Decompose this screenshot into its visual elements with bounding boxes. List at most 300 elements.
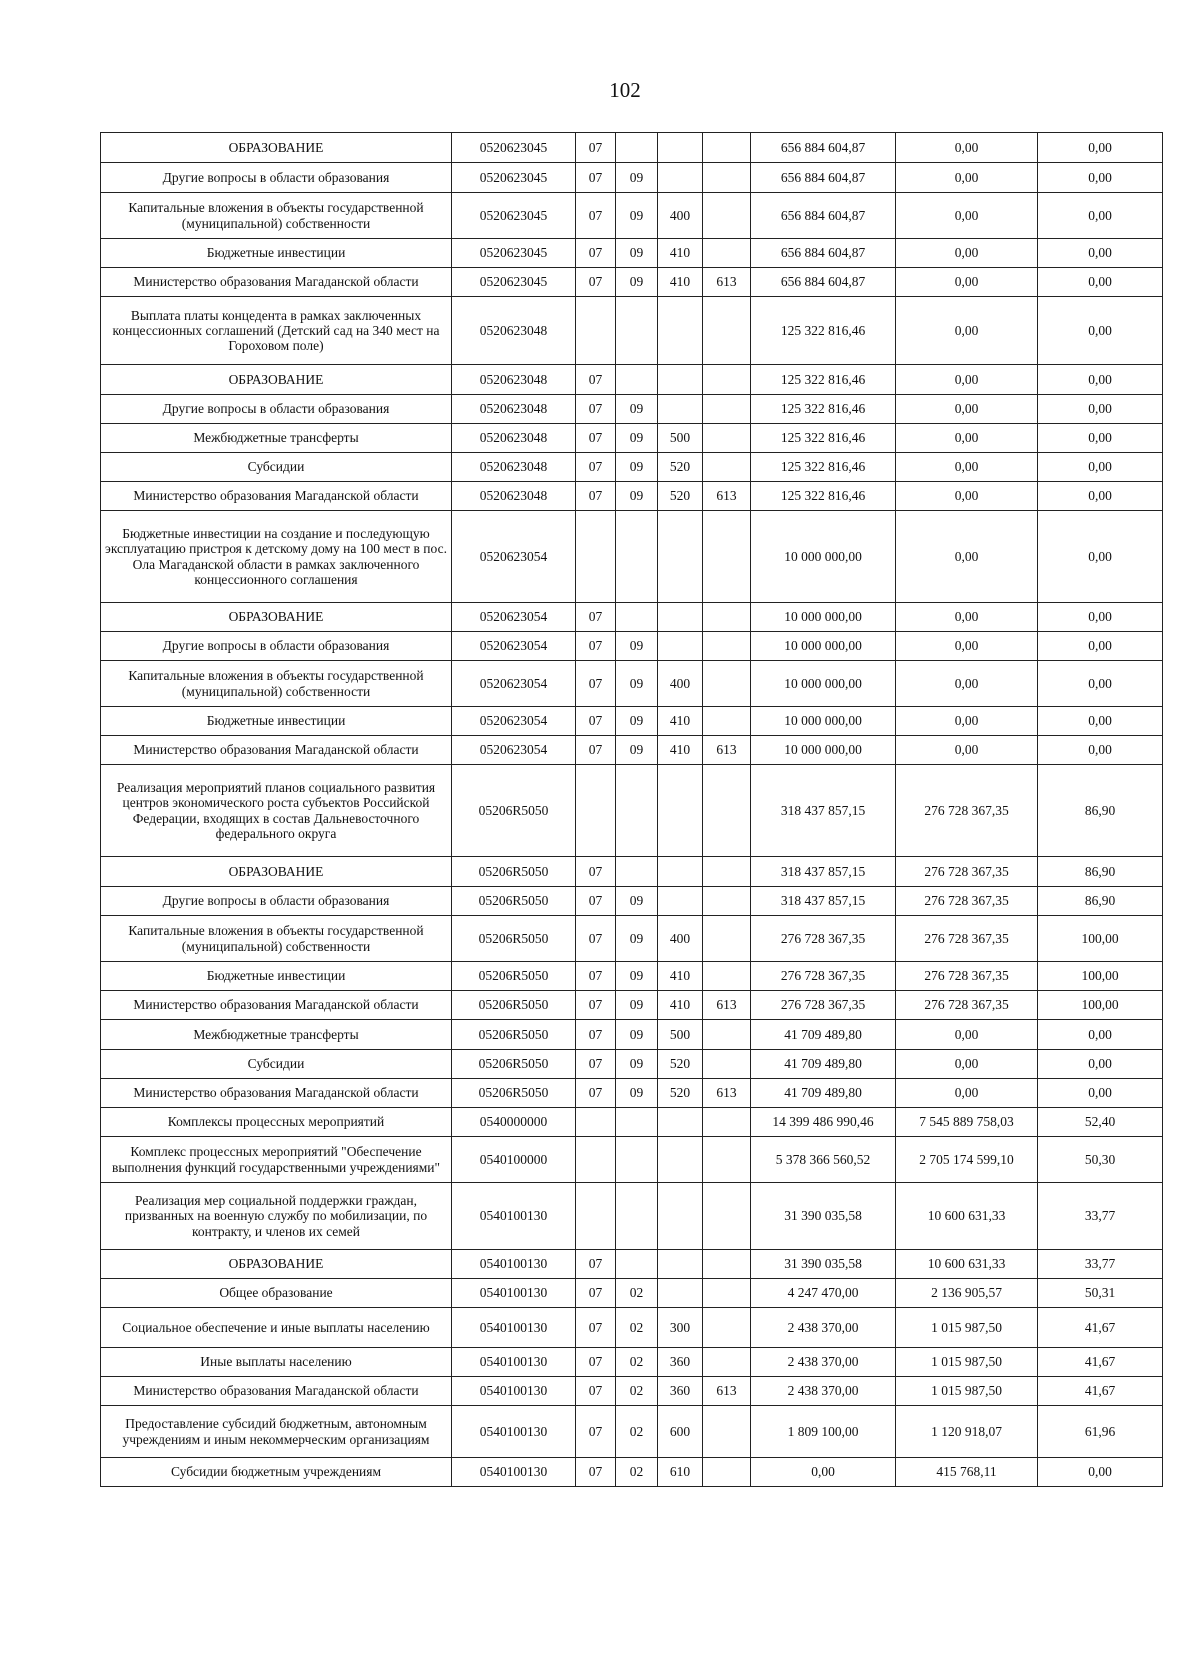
table-row [101, 1079, 1163, 1108]
row-name: Субсидии бюджетным учреждениям [101, 1458, 452, 1487]
row-code: 0540100130 [452, 1348, 576, 1377]
row-percent: 0,00 [1038, 453, 1163, 482]
row-name: Иные выплаты населению [101, 1348, 452, 1377]
row-percent: 100,00 [1038, 991, 1163, 1020]
row-name: Министерство образования Магаданской области [101, 991, 452, 1020]
row-vr: 360 [658, 1348, 703, 1377]
row-plan: 31 390 035,58 [751, 1250, 896, 1279]
row-fact: 1 015 987,50 [896, 1377, 1038, 1406]
row-grbs [703, 603, 751, 632]
row-percent: 0,00 [1038, 1020, 1163, 1050]
row-section: 07 [576, 1406, 616, 1458]
row-fact: 276 728 367,35 [896, 916, 1038, 962]
row-subsection [616, 765, 658, 857]
row-name: ОБРАЗОВАНИЕ [101, 603, 452, 632]
table-row [101, 395, 1163, 424]
table-row [101, 603, 1163, 632]
row-subsection [616, 297, 658, 365]
row-vr: 500 [658, 424, 703, 453]
row-plan: 10 000 000,00 [751, 511, 896, 603]
row-subsection: 09 [616, 239, 658, 268]
row-name: Министерство образования Магаданской области [101, 736, 452, 765]
row-fact: 276 728 367,35 [896, 857, 1038, 887]
row-name: Капитальные вложения в объекты государственной (муниципальной) собственности [101, 916, 452, 962]
row-section [576, 1108, 616, 1137]
row-name: Министерство образования Магаданской области [101, 268, 452, 297]
row-grbs: 613 [703, 268, 751, 297]
row-plan: 125 322 816,46 [751, 424, 896, 453]
row-fact: 0,00 [896, 1079, 1038, 1108]
row-plan: 125 322 816,46 [751, 482, 896, 511]
row-plan: 125 322 816,46 [751, 297, 896, 365]
row-section [576, 1183, 616, 1250]
row-percent: 61,96 [1038, 1406, 1163, 1458]
row-grbs [703, 765, 751, 857]
row-plan: 10 000 000,00 [751, 707, 896, 736]
row-percent: 0,00 [1038, 239, 1163, 268]
row-vr [658, 1137, 703, 1183]
row-vr [658, 163, 703, 193]
row-plan: 41 709 489,80 [751, 1020, 896, 1050]
table-row [101, 511, 1163, 603]
row-fact: 10 600 631,33 [896, 1183, 1038, 1250]
table-row [101, 163, 1163, 193]
row-name: ОБРАЗОВАНИЕ [101, 1250, 452, 1279]
table-row [101, 1137, 1163, 1183]
table-row [101, 268, 1163, 297]
row-code: 0520623048 [452, 453, 576, 482]
row-subsection: 09 [616, 268, 658, 297]
row-section: 07 [576, 916, 616, 962]
row-vr [658, 1279, 703, 1308]
row-subsection: 09 [616, 395, 658, 424]
table-row [101, 1183, 1163, 1250]
row-section: 07 [576, 1050, 616, 1079]
row-grbs [703, 453, 751, 482]
row-plan: 41 709 489,80 [751, 1079, 896, 1108]
table-row [101, 765, 1163, 857]
row-percent: 41,67 [1038, 1348, 1163, 1377]
row-grbs [703, 1183, 751, 1250]
row-grbs [703, 661, 751, 707]
row-subsection: 09 [616, 661, 658, 707]
row-grbs [703, 1348, 751, 1377]
table-row [101, 707, 1163, 736]
row-subsection: 09 [616, 887, 658, 916]
row-percent: 0,00 [1038, 163, 1163, 193]
row-name: ОБРАЗОВАНИЕ [101, 365, 452, 395]
row-name: Межбюджетные трансферты [101, 1020, 452, 1050]
row-percent: 0,00 [1038, 395, 1163, 424]
row-code: 0520623045 [452, 133, 576, 163]
row-section [576, 511, 616, 603]
row-name: ОБРАЗОВАНИЕ [101, 857, 452, 887]
row-section: 07 [576, 1020, 616, 1050]
row-percent: 86,90 [1038, 857, 1163, 887]
row-plan: 656 884 604,87 [751, 193, 896, 239]
row-name: Предоставление субсидий бюджетным, автономным учреждениям и иным некоммерческим организациям [101, 1406, 452, 1458]
row-percent: 0,00 [1038, 133, 1163, 163]
row-code: 05206R5050 [452, 962, 576, 991]
row-percent: 41,67 [1038, 1377, 1163, 1406]
row-plan: 14 399 486 990,46 [751, 1108, 896, 1137]
row-subsection: 02 [616, 1406, 658, 1458]
row-name: Министерство образования Магаданской области [101, 1377, 452, 1406]
row-subsection [616, 365, 658, 395]
row-fact: 0,00 [896, 603, 1038, 632]
row-fact: 0,00 [896, 482, 1038, 511]
row-section: 07 [576, 239, 616, 268]
table-row [101, 365, 1163, 395]
row-fact: 0,00 [896, 239, 1038, 268]
row-code: 0540100130 [452, 1377, 576, 1406]
row-subsection [616, 1183, 658, 1250]
row-vr [658, 1183, 703, 1250]
row-plan: 276 728 367,35 [751, 991, 896, 1020]
row-fact: 0,00 [896, 511, 1038, 603]
row-plan: 276 728 367,35 [751, 916, 896, 962]
row-plan: 2 438 370,00 [751, 1348, 896, 1377]
row-grbs [703, 1279, 751, 1308]
row-section: 07 [576, 365, 616, 395]
row-grbs [703, 707, 751, 736]
row-name: Другие вопросы в области образования [101, 163, 452, 193]
row-code: 05206R5050 [452, 887, 576, 916]
row-section: 07 [576, 1348, 616, 1377]
row-subsection [616, 1250, 658, 1279]
row-section: 07 [576, 1377, 616, 1406]
row-vr: 610 [658, 1458, 703, 1487]
row-code: 05206R5050 [452, 857, 576, 887]
row-fact: 0,00 [896, 133, 1038, 163]
row-code: 0520623048 [452, 297, 576, 365]
row-subsection: 09 [616, 1079, 658, 1108]
row-code: 0520623054 [452, 603, 576, 632]
row-code: 0520623045 [452, 163, 576, 193]
row-section [576, 297, 616, 365]
row-grbs [703, 297, 751, 365]
row-vr: 400 [658, 193, 703, 239]
row-plan: 656 884 604,87 [751, 163, 896, 193]
row-name: Субсидии [101, 1050, 452, 1079]
row-fact: 0,00 [896, 268, 1038, 297]
row-code: 0540100130 [452, 1308, 576, 1348]
row-grbs [703, 1020, 751, 1050]
row-name: Выплата платы концедента в рамках заключенных концессионных соглашений (Детский сад на 340 мест на Гороховом поле) [101, 297, 452, 365]
row-plan: 5 378 366 560,52 [751, 1137, 896, 1183]
row-vr: 410 [658, 268, 703, 297]
row-percent: 0,00 [1038, 297, 1163, 365]
row-section: 07 [576, 1279, 616, 1308]
row-vr: 410 [658, 239, 703, 268]
row-name: Другие вопросы в области образования [101, 887, 452, 916]
row-code: 0540100130 [452, 1406, 576, 1458]
row-subsection: 09 [616, 707, 658, 736]
row-percent: 0,00 [1038, 424, 1163, 453]
row-section: 07 [576, 1250, 616, 1279]
row-percent: 0,00 [1038, 511, 1163, 603]
row-percent: 0,00 [1038, 1050, 1163, 1079]
row-fact: 2 136 905,57 [896, 1279, 1038, 1308]
table-row [101, 1279, 1163, 1308]
row-subsection: 09 [616, 193, 658, 239]
row-grbs [703, 1406, 751, 1458]
row-section: 07 [576, 1079, 616, 1108]
row-vr: 360 [658, 1377, 703, 1406]
row-code: 0520623054 [452, 707, 576, 736]
row-fact: 0,00 [896, 395, 1038, 424]
row-subsection: 09 [616, 1020, 658, 1050]
row-subsection: 09 [616, 482, 658, 511]
row-vr [658, 133, 703, 163]
row-grbs [703, 133, 751, 163]
row-plan: 656 884 604,87 [751, 239, 896, 268]
row-section [576, 765, 616, 857]
table-row [101, 482, 1163, 511]
row-vr [658, 1250, 703, 1279]
row-subsection: 02 [616, 1308, 658, 1348]
row-plan: 318 437 857,15 [751, 887, 896, 916]
row-subsection: 09 [616, 916, 658, 962]
row-grbs [703, 193, 751, 239]
row-percent: 0,00 [1038, 661, 1163, 707]
row-percent: 0,00 [1038, 603, 1163, 632]
row-name: Субсидии [101, 453, 452, 482]
row-subsection: 09 [616, 163, 658, 193]
row-section: 07 [576, 962, 616, 991]
row-fact: 7 545 889 758,03 [896, 1108, 1038, 1137]
row-grbs [703, 887, 751, 916]
row-subsection: 09 [616, 991, 658, 1020]
row-subsection [616, 1108, 658, 1137]
table-row [101, 632, 1163, 661]
table-row [101, 962, 1163, 991]
row-section: 07 [576, 133, 616, 163]
row-plan: 125 322 816,46 [751, 365, 896, 395]
row-code: 0540100130 [452, 1183, 576, 1250]
row-fact: 2 705 174 599,10 [896, 1137, 1038, 1183]
row-plan: 125 322 816,46 [751, 395, 896, 424]
table-row [101, 857, 1163, 887]
row-name: Другие вопросы в области образования [101, 632, 452, 661]
row-name: Комплексы процессных мероприятий [101, 1108, 452, 1137]
row-code: 0520623054 [452, 661, 576, 707]
row-name: Комплекс процессных мероприятий "Обеспечение выполнения функций государственными учреждениями" [101, 1137, 452, 1183]
row-plan: 0,00 [751, 1458, 896, 1487]
row-vr [658, 511, 703, 603]
budget-table [100, 132, 1163, 1487]
table-row [101, 661, 1163, 707]
row-subsection: 02 [616, 1458, 658, 1487]
row-percent: 86,90 [1038, 765, 1163, 857]
row-grbs [703, 1308, 751, 1348]
row-subsection: 09 [616, 962, 658, 991]
row-percent: 100,00 [1038, 962, 1163, 991]
row-grbs: 613 [703, 736, 751, 765]
row-grbs [703, 1137, 751, 1183]
table-row [101, 1308, 1163, 1348]
row-name: Межбюджетные трансферты [101, 424, 452, 453]
row-fact: 0,00 [896, 707, 1038, 736]
row-subsection: 09 [616, 632, 658, 661]
row-section: 07 [576, 887, 616, 916]
row-vr: 300 [658, 1308, 703, 1348]
row-subsection: 02 [616, 1348, 658, 1377]
row-code: 0520623045 [452, 268, 576, 297]
row-grbs [703, 962, 751, 991]
row-code: 0520623054 [452, 736, 576, 765]
row-grbs [703, 1050, 751, 1079]
row-section: 07 [576, 603, 616, 632]
row-section: 07 [576, 632, 616, 661]
table-row [101, 1050, 1163, 1079]
table-row [101, 453, 1163, 482]
row-name: Капитальные вложения в объекты государственной (муниципальной) собственности [101, 193, 452, 239]
row-section: 07 [576, 395, 616, 424]
page-number: 102 [609, 78, 641, 102]
row-percent: 0,00 [1038, 193, 1163, 239]
row-percent: 33,77 [1038, 1250, 1163, 1279]
row-grbs [703, 424, 751, 453]
row-section: 07 [576, 857, 616, 887]
row-vr [658, 857, 703, 887]
row-section: 07 [576, 707, 616, 736]
row-percent: 41,67 [1038, 1308, 1163, 1348]
row-plan: 31 390 035,58 [751, 1183, 896, 1250]
row-grbs [703, 632, 751, 661]
row-name: Общее образование [101, 1279, 452, 1308]
row-subsection: 09 [616, 424, 658, 453]
table-row [101, 1250, 1163, 1279]
row-plan: 276 728 367,35 [751, 962, 896, 991]
row-name: Бюджетные инвестиции [101, 707, 452, 736]
row-name: Министерство образования Магаданской области [101, 482, 452, 511]
table-row [101, 916, 1163, 962]
row-section: 07 [576, 991, 616, 1020]
row-code: 0520623045 [452, 193, 576, 239]
row-code: 0520623048 [452, 424, 576, 453]
row-vr: 520 [658, 1079, 703, 1108]
row-vr [658, 603, 703, 632]
row-section: 07 [576, 163, 616, 193]
row-code: 0540100000 [452, 1137, 576, 1183]
row-name: Капитальные вложения в объекты государственной (муниципальной) собственности [101, 661, 452, 707]
row-fact: 0,00 [896, 193, 1038, 239]
row-vr: 520 [658, 453, 703, 482]
row-fact: 0,00 [896, 632, 1038, 661]
row-percent: 0,00 [1038, 1079, 1163, 1108]
row-code: 05206R5050 [452, 765, 576, 857]
table-row [101, 991, 1163, 1020]
table-row [101, 1406, 1163, 1458]
table-row [101, 1377, 1163, 1406]
row-section: 07 [576, 482, 616, 511]
row-grbs [703, 395, 751, 424]
row-section: 07 [576, 1308, 616, 1348]
row-vr: 410 [658, 707, 703, 736]
row-grbs: 613 [703, 1079, 751, 1108]
row-name: Социальное обеспечение и иные выплаты населению [101, 1308, 452, 1348]
row-grbs: 613 [703, 991, 751, 1020]
row-code: 05206R5050 [452, 1050, 576, 1079]
row-fact: 0,00 [896, 163, 1038, 193]
row-fact: 0,00 [896, 1050, 1038, 1079]
row-subsection: 02 [616, 1279, 658, 1308]
row-plan: 10 000 000,00 [751, 661, 896, 707]
row-vr: 410 [658, 991, 703, 1020]
row-grbs [703, 1458, 751, 1487]
table-row [101, 736, 1163, 765]
row-subsection: 09 [616, 736, 658, 765]
row-percent: 0,00 [1038, 632, 1163, 661]
row-name: ОБРАЗОВАНИЕ [101, 133, 452, 163]
row-section: 07 [576, 1458, 616, 1487]
row-code: 0540000000 [452, 1108, 576, 1137]
table-row [101, 239, 1163, 268]
table-row [101, 1348, 1163, 1377]
row-plan: 318 437 857,15 [751, 765, 896, 857]
row-vr: 410 [658, 736, 703, 765]
row-percent: 0,00 [1038, 268, 1163, 297]
row-percent: 0,00 [1038, 707, 1163, 736]
row-plan: 2 438 370,00 [751, 1308, 896, 1348]
row-code: 05206R5050 [452, 991, 576, 1020]
row-percent: 0,00 [1038, 482, 1163, 511]
row-subsection: 09 [616, 453, 658, 482]
table-row [101, 1458, 1163, 1487]
row-vr: 400 [658, 916, 703, 962]
row-fact: 276 728 367,35 [896, 991, 1038, 1020]
row-fact: 1 015 987,50 [896, 1348, 1038, 1377]
row-percent: 0,00 [1038, 365, 1163, 395]
row-code: 0520623054 [452, 632, 576, 661]
row-code: 0520623045 [452, 239, 576, 268]
row-subsection [616, 511, 658, 603]
row-subsection [616, 1137, 658, 1183]
row-grbs [703, 916, 751, 962]
row-code: 0520623054 [452, 511, 576, 603]
row-code: 0520623048 [452, 482, 576, 511]
row-name: Бюджетные инвестиции [101, 962, 452, 991]
row-grbs [703, 511, 751, 603]
row-grbs [703, 1108, 751, 1137]
row-fact: 1 120 918,07 [896, 1406, 1038, 1458]
row-fact: 0,00 [896, 1020, 1038, 1050]
row-grbs [703, 857, 751, 887]
row-code: 0540100130 [452, 1250, 576, 1279]
row-vr: 410 [658, 962, 703, 991]
row-vr [658, 765, 703, 857]
row-code: 05206R5050 [452, 1079, 576, 1108]
row-subsection [616, 603, 658, 632]
row-name: Реализация мероприятий планов социального развития центров экономического роста субъектов Российской Федерации, входящих в состав Дальневосточного федерального округа [101, 765, 452, 857]
table-row [101, 193, 1163, 239]
row-vr: 600 [658, 1406, 703, 1458]
row-name: Другие вопросы в области образования [101, 395, 452, 424]
row-grbs [703, 163, 751, 193]
row-name: Бюджетные инвестиции [101, 239, 452, 268]
row-fact: 276 728 367,35 [896, 962, 1038, 991]
row-subsection: 09 [616, 1050, 658, 1079]
row-fact: 415 768,11 [896, 1458, 1038, 1487]
row-percent: 52,40 [1038, 1108, 1163, 1137]
row-code: 0520623048 [452, 365, 576, 395]
row-plan: 1 809 100,00 [751, 1406, 896, 1458]
row-vr [658, 1108, 703, 1137]
row-vr [658, 887, 703, 916]
row-subsection [616, 857, 658, 887]
table-row [101, 1020, 1163, 1050]
